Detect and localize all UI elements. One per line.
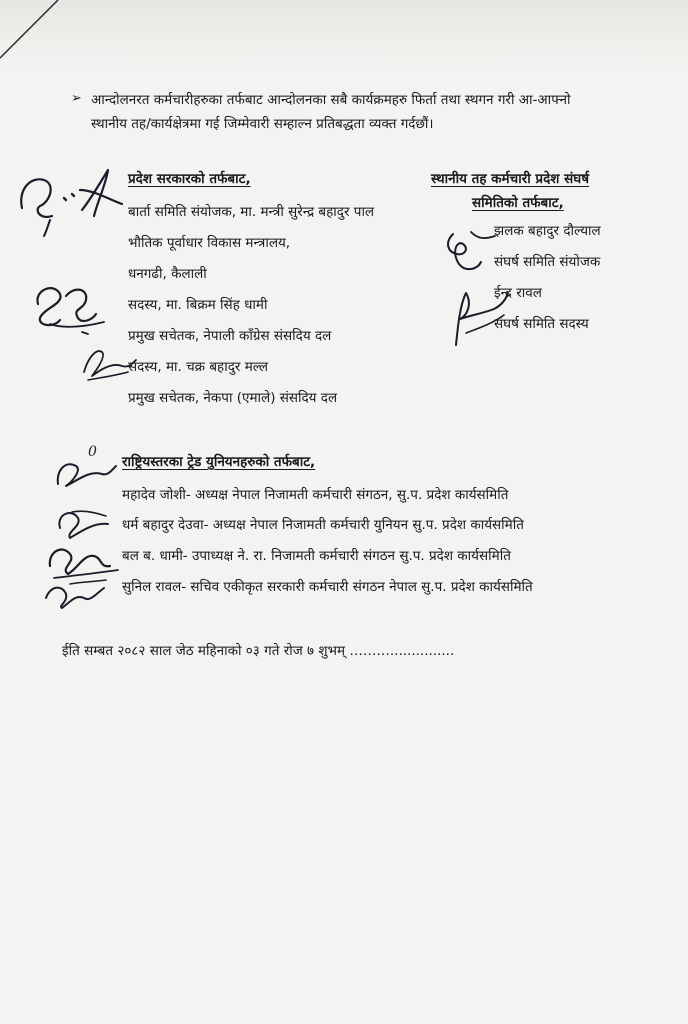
signature-mahadev-joshi: [50, 440, 122, 496]
unions-line-1: महादेव जोशी- अध्यक्ष नेपाल निजामती कर्मचारी संगठन, सु.प. प्रदेश कार्यसमिति: [122, 487, 509, 503]
scan-shadow: [0, 0, 688, 70]
unions-heading: राष्ट्रियस्तरका ट्रेड युनियनहरुको तर्फबाट,: [122, 454, 316, 470]
local-heading-line-1: स्थानीय तह कर्मचारी प्रदेश संघर्ष: [431, 171, 590, 187]
signature-surendra-pal: [10, 160, 130, 240]
local-heading-line-2: समितिको तर्फबाट,: [472, 195, 564, 211]
province-line-3: धनगढी, कैलाली: [128, 266, 207, 282]
unions-line-3: बल ब. धामी- उपाध्यक्ष ने. रा. निजामती कर्मचारी संगठन सु.प. प्रदेश कार्यसमिति: [122, 548, 511, 564]
signature-chakra-malla: [78, 342, 138, 384]
local-line-1: झलक बहादुर दौल्याल: [494, 223, 601, 239]
province-line-2: भौतिक पूर्वाधार विकास मन्त्रालय,: [128, 235, 291, 251]
province-line-1: बार्ता समिति संयोजक, मा. मन्त्री सुरेन्द्र बहादुर पाल: [128, 204, 375, 220]
province-line-6: सदस्य, मा. चक्र बहादुर मल्ल: [128, 359, 269, 375]
province-line-5: प्रमुख सचेतक, नेपाली काँग्रेस संसदिय दल: [128, 328, 332, 344]
signature-numeral: 0: [88, 444, 97, 460]
signature-sunil-rawal: [40, 574, 114, 614]
date-line: ईति सम्बत २०८२ साल जेठ महिनाको ०३ गते रोज ७ शुभम् ………...............: [62, 643, 455, 659]
signature-jhalak-daulyal: [435, 222, 505, 282]
arrow-bullet-icon: ➢: [71, 91, 82, 106]
local-line-3: ईन्द्र रावल: [494, 285, 542, 301]
intro-line-1: आन्दोलनरत कर्मचारीहरुका तर्फबाट आन्दोलनका सबै कार्यक्रमहरु फिर्ता तथा स्थगन गरी आ-आफ्नो: [91, 92, 571, 108]
unions-line-4: सुनिल रावल- सचिव एकीकृत सरकारी कर्मचारी संगठन नेपाल सु.प. प्रदेश कार्यसमिति: [122, 579, 533, 595]
local-line-4: संघर्ष समिति सदस्य: [494, 316, 589, 332]
intro-line-2: स्थानीय तह/कार्यक्षेत्रमा गई जिम्मेवारी सम्हाल्न प्रतिबद्धता व्यक्त गर्दछौं।: [91, 116, 434, 132]
signature-bikram-dhami: [30, 278, 120, 338]
province-line-7: प्रमुख सचेतक, नेकपा (एमाले) संसदिय दल: [128, 390, 338, 406]
province-line-4: सदस्य, मा. बिक्रम सिंह धामी: [128, 297, 268, 313]
province-heading: प्रदेश सरकारको तर्फबाट,: [128, 171, 251, 187]
page-fold-mark: [0, 0, 60, 70]
local-line-2: संघर्ष समिति संयोजक: [494, 254, 601, 270]
unions-line-2: धर्म बहादुर देउवा- अध्यक्ष नेपाल निजामती कर्मचारी युनियन सु.प. प्रदेश कार्यसमिति: [122, 517, 524, 533]
signature-indra-rawal: [446, 285, 516, 351]
